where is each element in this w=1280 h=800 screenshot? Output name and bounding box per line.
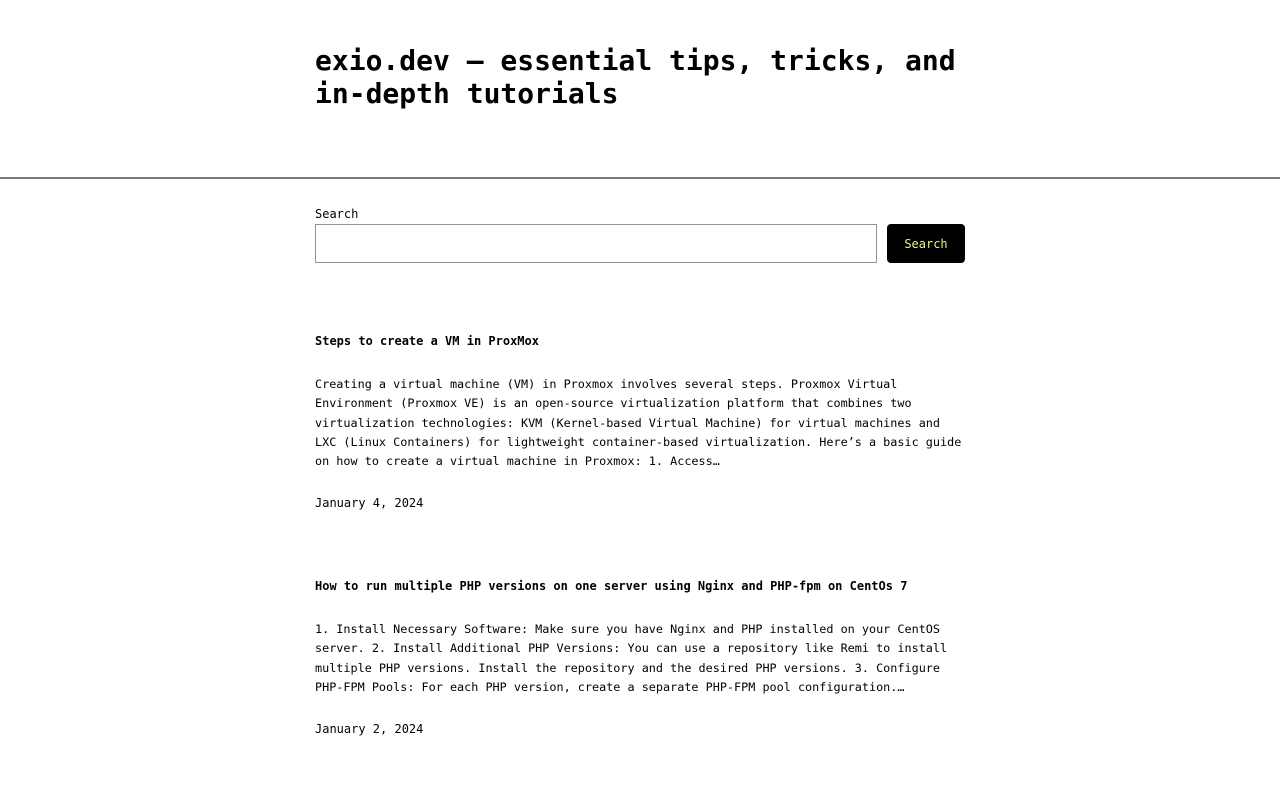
post-date: January 2, 2024: [315, 722, 424, 737]
post-excerpt: Creating a virtual machine (VM) in Proxmox involves several steps. Proxmox Virtual Environment (Proxmox VE) is an open-source virtualization platform that combines two virtualization technologies: KVM (Kernel-based Virtual Machine) for virtual machines and LXC (Linux Containers) for lightweight container-based virtualization. Here’s a basic guide on how to create a virtual machine in Proxmox: 1. Access…: [315, 377, 962, 469]
post-title-link[interactable]: How to run multiple PHP versions on one server using Nginx and PHP-fpm on CentOs 7: [315, 579, 908, 593]
search-label: Search: [315, 207, 359, 221]
post-date: January 4, 2024: [315, 496, 424, 511]
search-button[interactable]: Search: [887, 224, 965, 263]
post-excerpt: 1. Install Necessary Software: Make sure you have Nginx and PHP installed on your CentOS server. 2. Install Additional PHP Versions: You can use a repository like Remi to install multiple PHP versions. Install the repository and the desired PHP versions. 3. Configure PHP-FPM Pools: For each PHP version, create a separate PHP-FPM pool configuration.…: [315, 622, 948, 694]
search-input[interactable]: [315, 224, 877, 263]
post-title: [315, 578, 965, 594]
post-item: [315, 333, 965, 511]
post-item: [315, 578, 965, 737]
post-title: [315, 333, 965, 349]
site-title[interactable]: exio.dev – essential tips, tricks, and in-depth tutorials: [315, 44, 956, 110]
site-header: [0, 0, 1280, 179]
post-title-link[interactable]: Steps to create a VM in ProxMox: [315, 334, 539, 348]
